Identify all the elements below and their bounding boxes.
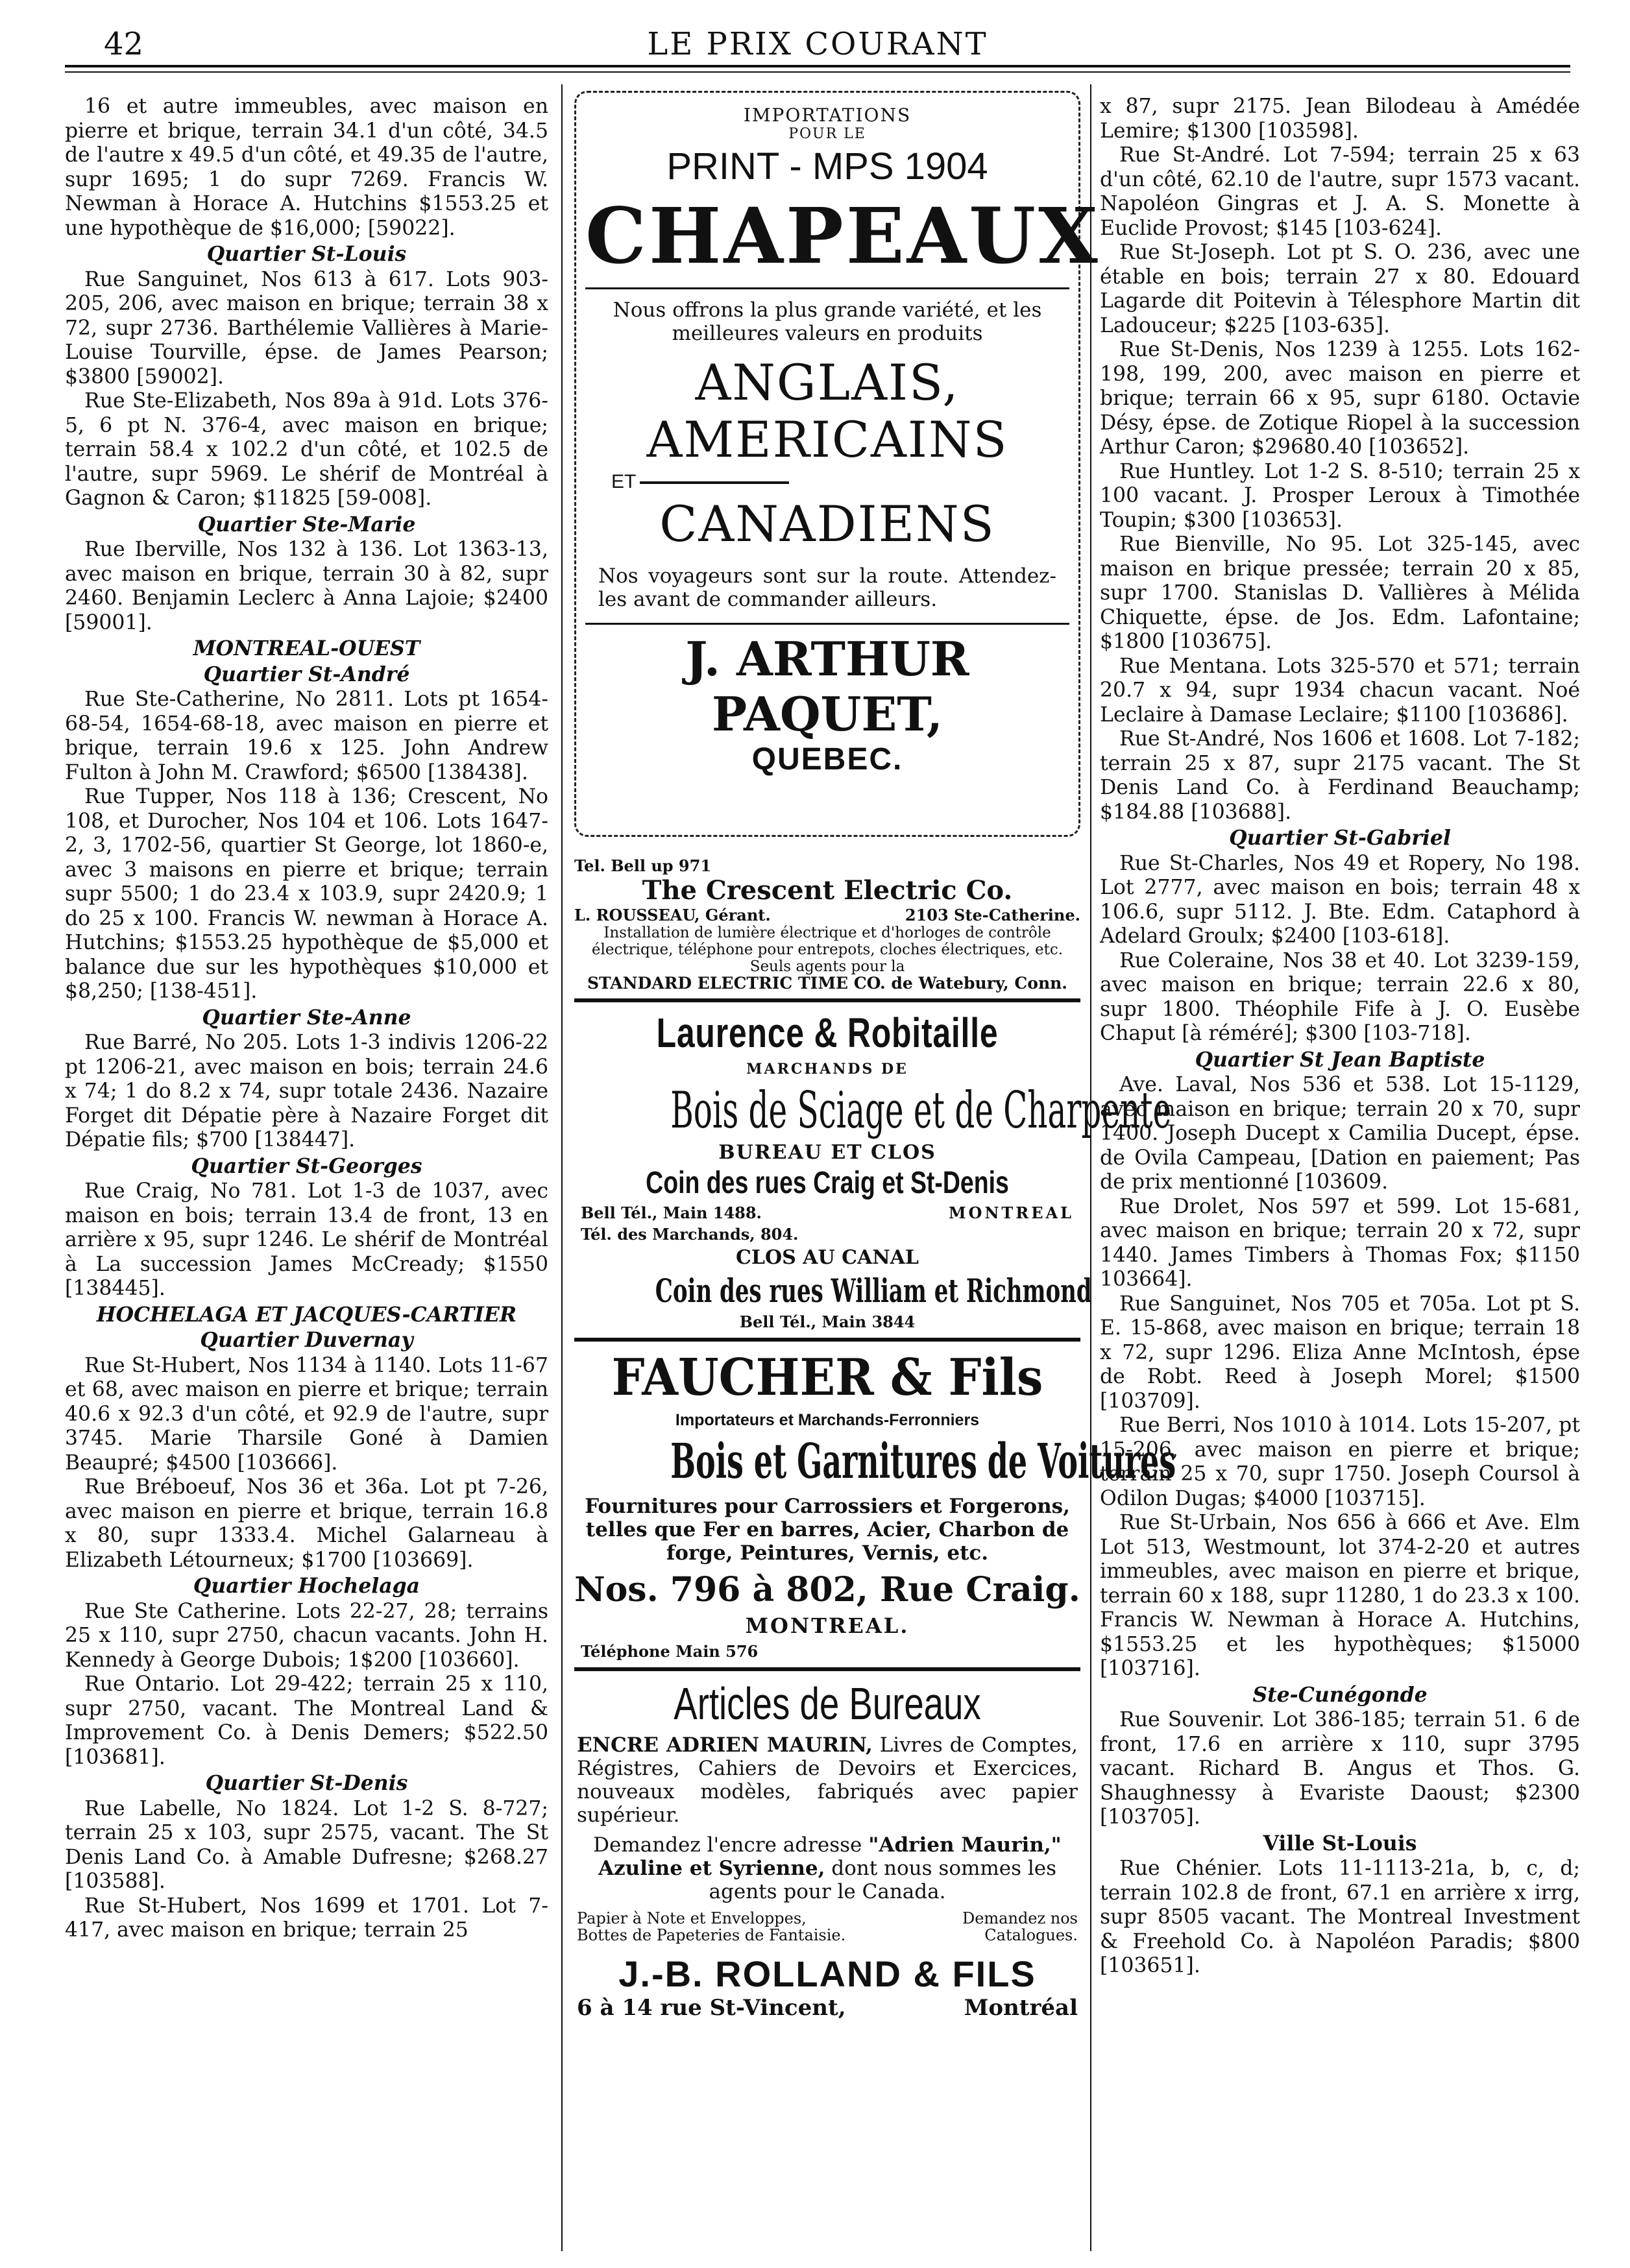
ad-text-bold: "Adrien Maurin," Azuline et Syrienne, — [598, 1833, 1062, 1880]
ad-headline: Articles de Bureaux — [674, 1678, 981, 1729]
ad-city: QUEBEC. — [751, 742, 903, 777]
right-column — [1100, 95, 1580, 1979]
section-heading: Quartier Hochelaga — [193, 1574, 420, 1598]
page-number: 42 — [104, 26, 144, 62]
ad-phone: Bell Tél., Main 3844 — [739, 1312, 916, 1331]
publication-title: LE PRIX COURANT — [647, 26, 988, 62]
listing-entry: Rue St-Urbain, Nos 656 à 666 et Ave. Elm Lot 513, Westmount, lot 374-2-20 et autres immeubles, avec maison en pierre et brique, terrain 60 x 188, supr 11280, 1 do 23.3 x 100. Francis W. Newman à Horace A. Hutchins, $1553.25 et les hypothèques; $15000 [103716]. — [1100, 1511, 1580, 1680]
ad-line: Importateurs et Marchands-Ferronniers — [675, 1411, 980, 1429]
listing-entry: Rue Souvenir. Lot 386-185; terrain 51. 6 de front, 17.6 en arrière x 110, supr 3795 vacant. Richard B. Angus et Thos. G. Shaughnessy à Evariste Daoust; $2300 [103705]. — [1100, 1708, 1580, 1829]
ad-text: Installation de lumière électrique et d'horloges de contrôle électrique, téléphone pour entrepots, cloches électriques, etc. Seuls agents pour la — [591, 924, 1064, 975]
ad-line: CANADIENS — [659, 495, 995, 553]
listing-entry: Rue Sanguinet, Nos 705 et 705a. Lot pt S. E. 15-868, avec maison en brique; terrain 18 x 72, supr 1296. Eliza Anne McIntosh, épse de Robt. Reed à Joseph Morel; $1500 [103709]. — [1100, 1292, 1580, 1413]
ad-phone: Tel. Bell up 971 — [574, 856, 712, 875]
ad-text: Fournitures pour Carrossiers et Forgerons, telles que Fer en barres, Acier, Charbon de forge, Peintures, Vernis, etc. — [585, 1495, 1070, 1565]
ad-line: MARCHANDS DE — [746, 1061, 908, 1078]
ad-headline: Bois de Sciage et de Charpente — [670, 1081, 1172, 1140]
ad-city: Montréal — [964, 1995, 1078, 2021]
ad-address: Coin des rues William et Richmond — [655, 1272, 1092, 1310]
listing-entry: x 87, supr 2175. Jean Bilodeau à Amédée Lemire; $1300 [103598]. — [1100, 95, 1580, 143]
listing-entry: 16 et autre immeubles, avec maison en pierre et brique, terrain 34.1 d'un côté, 34.5 de l'autre x 49.5 d'un côté, et 49.35 de l'autre, supr 1695; 1 do supr 7269. Francis W. Newman à Horace A. Hutchins $1553.25 et une hypothèque de $16,000; [59022]. — [65, 95, 548, 240]
ad-phone: Tél. des Marchands, 804. — [581, 1225, 799, 1244]
listing-entry: Rue St-André. Lot 7-594; terrain 25 x 63 d'un côté, 62.10 de l'autre, supr 1573 vacant. Napoléon Gingras et J. A. S. Monette à Euclide Provost; $145 [103-624]. — [1100, 143, 1580, 240]
listing-entry: Rue Berri, Nos 1010 à 1014. Lots 15-207, pt 15-206, avec maison en pierre et brique; terrain 25 x 70, supr 1750. Joseph Coursol à Odilon Dugas; $4000 [103715]. — [1100, 1414, 1580, 1510]
ad-laurence-robitaille — [574, 1009, 1172, 1331]
listing-entry: Rue Ste-Elizabeth, Nos 89a à 91d. Lots 376-5, 6 pt N. 376-4, avec maison en brique; terrain 58.4 x 102.2 d'un côté, et 102.5 de l'autre, supr 5969. Le shérif de Montréal à Gagnon & Caron; $11825 [59-008]. — [65, 389, 548, 510]
column-divider-right — [1090, 84, 1091, 2251]
section-heading: Quartier Ste-Anne — [202, 1005, 411, 1030]
ad-paquet-chapeaux — [574, 91, 1101, 837]
listing-entry: Rue Bréboeuf, Nos 36 et 36a. Lot pt 7-26, avec maison en pierre et brique, terrain 16.8 x 80, supr 1333.4. Michel Galarneau à Elizabeth Létourneux; $1700 [103669]. — [65, 1475, 548, 1572]
ad-text-bold: ENCRE ADRIEN MAURIN, — [577, 1733, 873, 1757]
section-heading: HOCHELAGA ET JACQUES-CARTIER — [96, 1302, 517, 1327]
section-heading: Quartier St-André — [203, 662, 410, 686]
listing-entry: Rue Ontario. Lot 29-422; terrain 25 x 110, supr 2750, vacant. The Montreal Land & Improvement Co. à Denis Demers; $522.50 [103681]. — [65, 1672, 548, 1769]
ad-divider — [585, 287, 1069, 289]
ad-company-name: J. ARTHUR PAQUET, — [685, 631, 969, 742]
section-heading: Ste-Cunégonde — [1252, 1682, 1428, 1707]
listing-entry: Rue Iberville, Nos 132 à 136. Lot 1363-13, avec maison en brique, terrain 30 à 82, supr 2460. Benjamin Leclerc à Anna Lajoie; $2400 [59001]. — [65, 538, 548, 634]
ad-address: 6 à 14 rue St-Vincent, — [577, 1995, 846, 2021]
ad-text-part: Demandez l'encre adresse — [593, 1833, 862, 1857]
listing-entry: Rue Tupper, Nos 118 à 136; Crescent, No 108, et Durocher, Nos 104 et 106. Lots 1647-2, 3, 1702-56, quartier St George, lot 1860-e, avec 3 maisons en pierre et brique; terrain supr 5500; 1 do 23.4 x 103.9, supr 2420.9; 1 do 25 x 100. Francis W. newman à Horace A. Hutchins; $1553.25 hypothèque de $5,000 et balance due sur les hypothèques $10,000 et $8,250; [138-451]. — [65, 785, 548, 1003]
listing-entry: Rue Huntley. Lot 1-2 S. 8-510; terrain 25 x 100 vacant. J. Prosper Leroux à Timothée Toupin; $300 [103653]. — [1100, 459, 1580, 532]
listing-entry: Rue Ste Catherine. Lots 22-27, 28; terrains 25 x 110, supr 2750, chacun vacants. John H. Kennedy à George Dubois; 1$200 [103660]. — [65, 1599, 548, 1672]
ad-crescent-electric — [574, 856, 1080, 992]
section-heading: Quartier Ste-Marie — [197, 512, 416, 537]
ad-text: Nos voyageurs sont sur la route. Attendez-les avant de commander ailleurs. — [598, 564, 1056, 611]
listing-entry: Rue St-Hubert, Nos 1134 à 1140. Lots 11-67 et 68, avec maison en pierre et brique; terrain 40.6 x 92.3 d'un côté, et 92.9 de l'autre, supr 3745. Marie Tharsile Goné à Damien Beaupré; $4500 [103666]. — [65, 1353, 548, 1475]
listing-entry: Rue Mentana. Lots 325-570 et 571; terrain 20.7 x 94, supr 1934 chacun vacant. Noé Leclaire à Damase Leclaire; $1100 [103686]. — [1100, 654, 1580, 727]
ad-divider — [574, 1338, 1080, 1342]
section-heading: Quartier St-Louis — [206, 242, 407, 266]
ad-text-rest: Livres de Comptes, Régistres, Cahiers de Devoirs et Exercices, nouveaux modèles, fabriqués avec papier supérieur. — [577, 1733, 1078, 1827]
listing-entry: Rue Ste-Catherine, No 2811. Lots pt 1654-68-54, 1654-68-18, avec maison en pierre et brique, terrain 19.6 x 125. John Andrew Fulton à John M. Crawford; $6500 [138438]. — [65, 688, 548, 784]
ad-line — [574, 1203, 1080, 1222]
section-heading: Quartier St-Georges — [191, 1153, 422, 1178]
ad-text-part: Papier à Note et Enveloppes, Bottes de Papeteries de Fantaisie. — [577, 1909, 846, 1944]
ad-text-part: dont nous sommes les agents pour le Canada. — [709, 1857, 1057, 1903]
section-heading: Quartier St-Gabriel — [1229, 826, 1451, 850]
section-heading: Ville St-Louis — [1263, 1831, 1417, 1855]
ad-line — [574, 906, 1080, 924]
ad-line: PRINT - MPS 1904 — [666, 145, 988, 187]
ad-phone: Téléphone Main 576 — [581, 1642, 759, 1661]
ad-faucher-fils — [574, 1348, 1176, 1661]
ad-company-name: FAUCHER & Fils — [611, 1348, 1043, 1407]
listing-entry: Rue Coleraine, Nos 38 et 40. Lot 3239-159, avec maison en brique; terrain 22.6 x 80, supr 1800. Théophile Fife à J. O. Eusèbe Chaput [à réméré]; $300 [103-718]. — [1100, 948, 1580, 1045]
listing-entry: Rue St-Joseph. Lot pt S. O. 236, avec une étable en bois; terrain 27 x 80. Edouard Lagarde dit Poitevin à Télesphore Martin dit Ladouceur; $225 [103-635]. — [1100, 241, 1580, 337]
ad-company-name: The Crescent Electric Co. — [642, 875, 1013, 906]
listing-entry: Rue St-Charles, Nos 49 et Ropery, No 198. Lot 2777, avec maison en bois; terrain 48 x 106.6, supr 5112. J. Bte. Edm. Cataphord à Adelard Groulx; $2400 [103-618]. — [1100, 851, 1580, 948]
ad-headline: CHAPEAUX — [585, 191, 1101, 281]
ad-text-part: Demandez nos Catalogues. — [962, 1909, 1078, 1944]
column-divider-left — [561, 84, 563, 2251]
listing-entry: Rue Drolet, Nos 597 et 599. Lot 15-681, avec maison en brique; terrain 20 x 72, supr 1440. James Timbers à Thomas Fox; $1150 103664]. — [1100, 1194, 1580, 1291]
page-header — [65, 19, 1570, 71]
ad-rolland — [574, 1678, 1080, 2021]
section-heading: Quartier St Jean Baptiste — [1195, 1047, 1485, 1072]
listing-entry: Rue St-Denis, Nos 1239 à 1255. Lots 162-198, 199, 200, avec maison en pierre et brique; terrain 66 x 95, supr 6180. Octavie Désy, épse. de Zotique Riopel à la succession Arthur Caron; $29680.40 [103652]. — [1100, 338, 1580, 459]
ad-address: 2103 Ste-Catherine. — [905, 906, 1080, 924]
listing-entry: Ave. Laval, Nos 536 et 538. Lot 15-1129, avec maison en brique; terrain 20 x 70, supr 1400. Joseph Ducept x Camilia Ducept, épse. de Ovila Campeau, [Dation en paiement; Pas de prix mentionné [103609. — [1100, 1073, 1580, 1194]
ad-phone: Bell Tél., Main 1488. — [581, 1203, 762, 1222]
section-heading: Quartier St-Denis — [205, 1771, 408, 1795]
ad-divider — [574, 1667, 1080, 1671]
ad-address: Nos. 796 à 802, Rue Craig. — [574, 1570, 1080, 1610]
arrow-rule-icon — [640, 481, 789, 484]
ad-text — [577, 1733, 1078, 1827]
ad-company-name: Laurence & Robitaille — [656, 1009, 999, 1056]
listing-entry: Rue Sanguinet, Nos 613 à 617. Lots 903-205, 206, avec maison en brique; terrain 38 x 72, supr 2736. Barthélemie Vallières à Marie-Louise Tourville, épse. de James Pearson; $3800 [59002]. — [65, 267, 548, 389]
ad-city: MONTREAL — [948, 1203, 1074, 1222]
ad-divider — [574, 998, 1080, 1002]
listing-entry: Rue Chénier. Lots 11-1113-21a, b, c, d; terrain 102.8 de front, 67.1 en arrière x irrg, supr 8505 vacant. The Montreal Investment & Freehold Co. à Napoléon Paradis; $800 [103651]. — [1100, 1857, 1580, 1977]
ad-line: ANGLAIS, — [695, 354, 960, 411]
ad-line: AMERICAINS — [646, 411, 1008, 468]
ad-address: Coin des rues Craig et St-Denis — [646, 1166, 1009, 1200]
header-rule — [65, 65, 1570, 67]
header-rule-thin — [65, 71, 1570, 73]
listing-entry: Rue Craig, No 781. Lot 1-3 de 1037, avec maison en bois; terrain 13.4 de front, 13 en arrière x 95, supr 1246. Le shérif de Montréal à La succession James McCready; $1550 [138445]. — [65, 1179, 548, 1300]
section-heading: Quartier Duvernay — [200, 1328, 413, 1352]
advertisement-column — [574, 91, 1176, 2021]
listing-entry: Rue Labelle, No 1824. Lot 1-2 S. 8-727; terrain 25 x 103, supr 2575, vacant. The St Denis Land Co. à Amable Dufresne; $268.27 [103588]. — [65, 1796, 548, 1893]
ad-manager: L. ROUSSEAU, Gérant. — [574, 906, 771, 924]
ad-line — [585, 471, 1069, 493]
ad-text-bold: STANDARD ELECTRIC TIME CO. de Watebury, Conn. — [587, 974, 1068, 993]
ad-line: IMPORTATIONS — [743, 104, 912, 126]
ad-text: Nous offrons la plus grande variété, et les meilleures valeurs en produits — [613, 298, 1042, 345]
ad-line — [577, 1995, 1078, 2021]
ad-city: MONTREAL. — [745, 1613, 910, 1638]
ad-line: POUR LE — [788, 126, 866, 142]
listing-entry: Rue St-Hubert, Nos 1699 et 1701. Lot 7-417, avec maison en brique; terrain 25 — [65, 1894, 548, 1942]
ad-line: BUREAU ET CLOS — [718, 1141, 936, 1164]
ad-divider — [585, 623, 1069, 625]
ad-company-name: J.-B. ROLLAND & FILS — [618, 1953, 1036, 1994]
ad-line: CLOS AU CANAL — [735, 1246, 919, 1269]
listing-entry: Rue St-André, Nos 1606 et 1608. Lot 7-182; terrain 25 x 87, supr 2175 vacant. The St Denis Land Co. à Ferdinand Beauchamp; $184.88 [103688]. — [1100, 727, 1580, 824]
left-column — [65, 95, 548, 1943]
ad-text — [587, 1833, 1067, 1903]
section-heading: MONTREAL-OUEST — [193, 636, 420, 660]
listing-entry: Rue Bienville, No 95. Lot 325-145, avec maison en brique pressée; terrain 20 x 85, supr 1700. Stanislas D. Vallières à Mélida Chiquette, épse. de Jos. Edm. Lafontaine; $1800 [103675]. — [1100, 533, 1580, 653]
ad-et: ET — [611, 471, 637, 492]
ad-line — [577, 1910, 1078, 1944]
listing-entry: Rue Barré, No 205. Lots 1-3 indivis 1206-22 pt 1206-21, avec maison en bois; terrain 24.6 x 74; 1 do 8.2 x 74, supr totale 2436. Nazaire Forget dit Dépatie père à Nazaire Forget dit Dépatie fils; $700 [138447]. — [65, 1031, 548, 1152]
ad-headline: Bois et Garnitures de Voitures — [670, 1434, 1176, 1490]
